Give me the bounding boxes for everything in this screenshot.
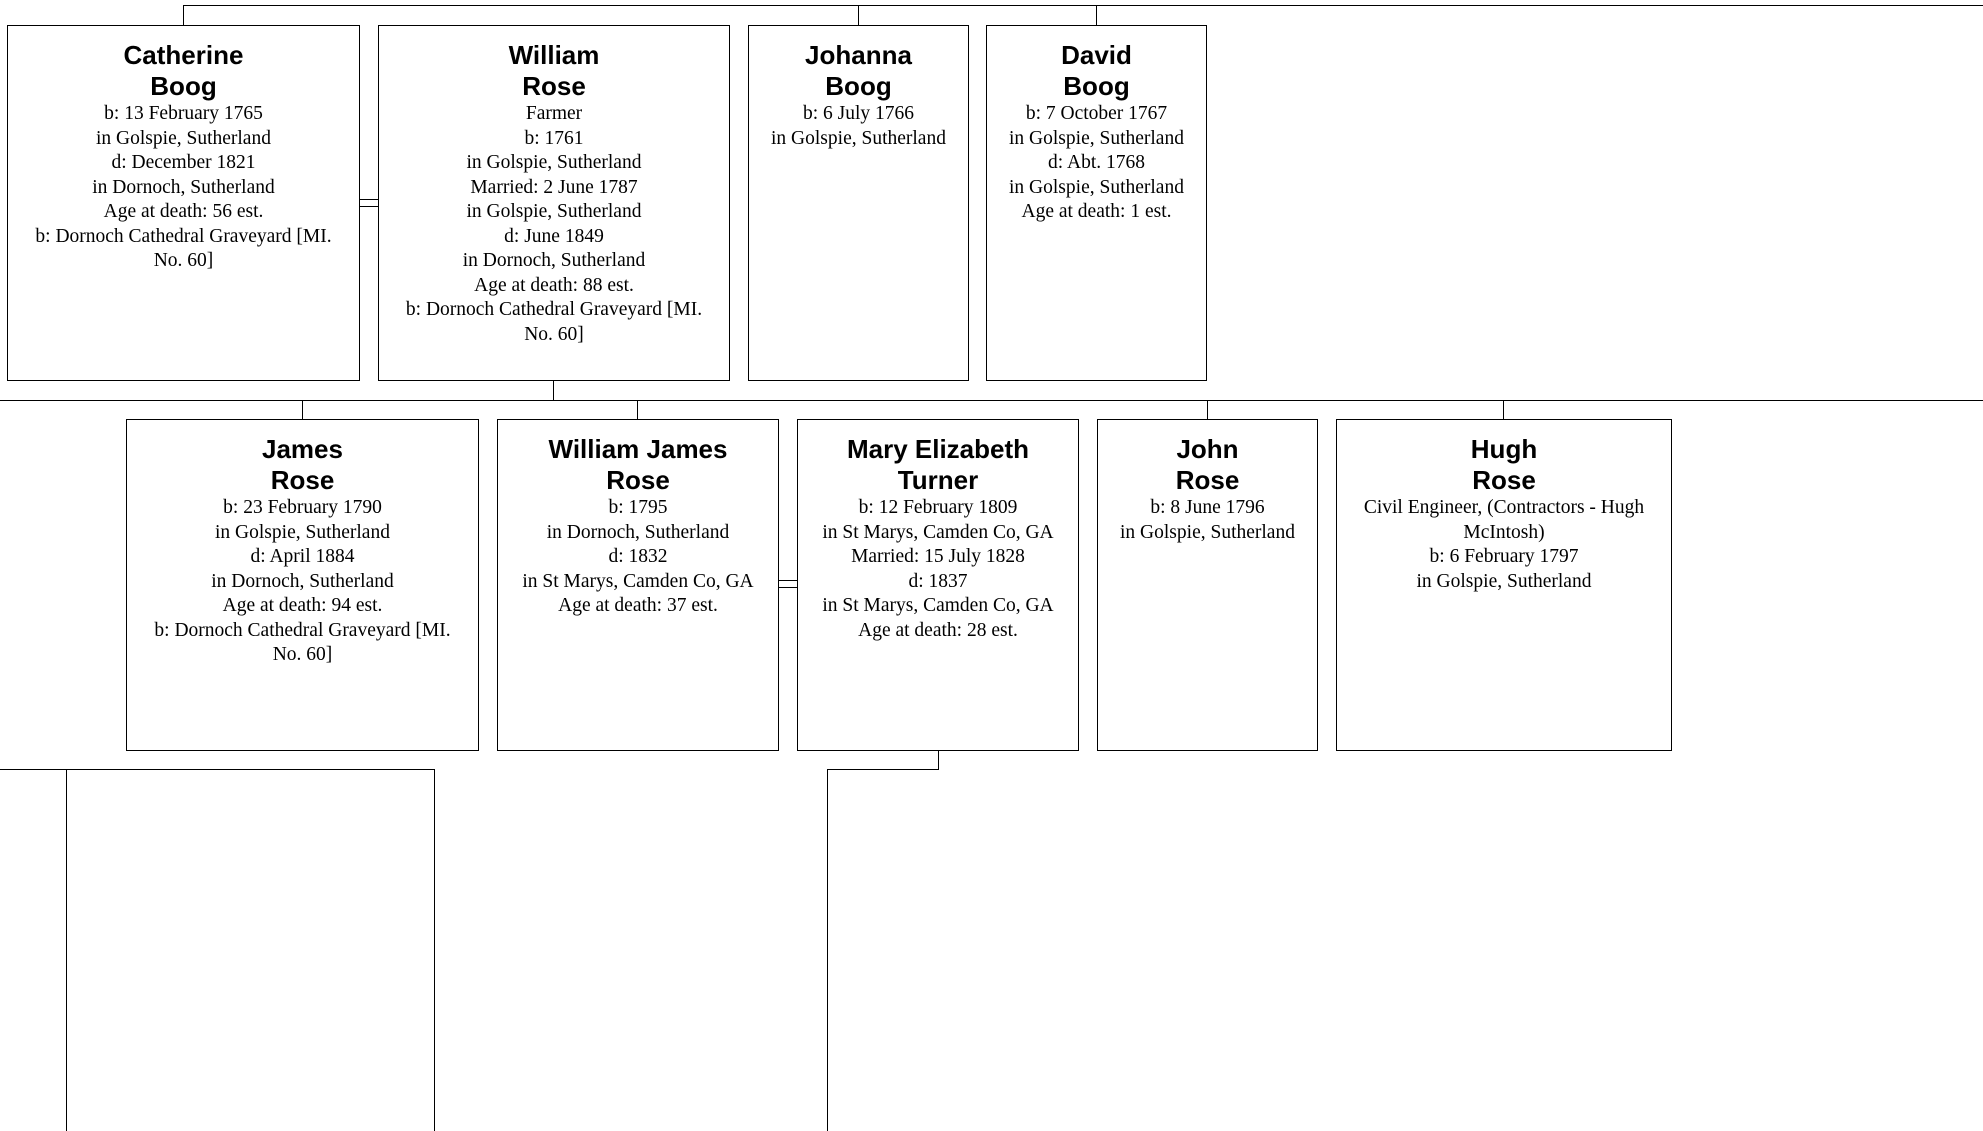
person-first-name: William bbox=[508, 40, 600, 70]
person-card-partial[interactable] bbox=[66, 769, 435, 1131]
person-detail: McIntosh) bbox=[1463, 521, 1545, 543]
person-detail: in Golspie, Sutherland bbox=[96, 127, 271, 149]
person-detail: Married: 15 July 1828 bbox=[851, 546, 1025, 567]
person-detail: in Golspie, Sutherland bbox=[466, 201, 642, 222]
person-detail: b: 7 October 1767 bbox=[1025, 103, 1168, 124]
person-last-name: Rose bbox=[1175, 465, 1240, 495]
person-detail: in Dornoch, Sutherland bbox=[211, 570, 394, 592]
child-connector-james bbox=[0, 769, 66, 770]
person-detail: b: 13 February 1765 bbox=[104, 103, 263, 124]
person-first-name: Johanna bbox=[805, 40, 912, 70]
sibling-connector-top bbox=[183, 5, 1983, 6]
person-detail: b: 6 February 1797 bbox=[1429, 546, 1579, 567]
person-detail: in Dornoch, Sutherland bbox=[462, 250, 646, 271]
person-detail: b: Dornoch Cathedral Graveyard [MI. bbox=[154, 619, 451, 641]
person-detail: in St Marys, Camden Co, GA bbox=[822, 595, 1054, 616]
person-detail: b: 1795 bbox=[608, 497, 668, 518]
person-detail: Age at death: 1 est. bbox=[1021, 201, 1172, 222]
descent-line-mary bbox=[938, 750, 939, 770]
person-card-john-rose[interactable] bbox=[1097, 419, 1318, 751]
person-detail: d: December 1821 bbox=[111, 152, 256, 173]
person-detail: Age at death: 28 est. bbox=[858, 619, 1018, 641]
drop-line-hugh bbox=[1503, 400, 1504, 419]
person-detail: in Golspie, Sutherland bbox=[466, 152, 642, 173]
person-detail: Civil Engineer, (Contractors - Hugh bbox=[1363, 497, 1645, 518]
person-first-name: James bbox=[262, 434, 343, 464]
person-detail: No. 60] bbox=[153, 250, 214, 271]
person-detail: b: 23 February 1790 bbox=[223, 497, 382, 518]
person-first-name: Hugh bbox=[1470, 434, 1538, 464]
drop-line-catherine bbox=[183, 5, 184, 25]
person-detail: b: 12 February 1809 bbox=[858, 497, 1018, 518]
person-last-name: Boog bbox=[150, 71, 217, 101]
person-card-william-rose[interactable] bbox=[378, 25, 730, 381]
person-card-johanna-boog[interactable] bbox=[748, 25, 969, 381]
person-detail: d: April 1884 bbox=[250, 546, 355, 567]
person-detail: in Dornoch, Sutherland bbox=[546, 521, 730, 543]
person-detail: in Golspie, Sutherland bbox=[1120, 521, 1295, 543]
person-first-name: Mary Elizabeth bbox=[846, 434, 1030, 464]
person-card-hugh-rose[interactable] bbox=[1336, 419, 1672, 751]
person-detail: No. 60] bbox=[272, 644, 333, 665]
person-detail: Married: 2 June 1787 bbox=[470, 176, 638, 198]
person-detail: b: 6 July 1766 bbox=[802, 103, 915, 124]
person-first-name: David bbox=[1061, 40, 1132, 70]
person-first-name: William James bbox=[548, 434, 728, 464]
person-last-name: Rose bbox=[522, 71, 586, 101]
person-detail: in Golspie, Sutherland bbox=[1416, 570, 1592, 592]
person-last-name: Boog bbox=[1063, 71, 1130, 101]
drop-line-james bbox=[302, 400, 303, 419]
person-detail: in Dornoch, Sutherland bbox=[92, 176, 275, 198]
person-last-name: Rose bbox=[1472, 465, 1536, 495]
person-detail: in St Marys, Camden Co, GA bbox=[522, 570, 754, 592]
person-detail: in St Marys, Camden Co, GA bbox=[822, 521, 1054, 543]
drop-line-david bbox=[1096, 5, 1097, 25]
person-last-name: Boog bbox=[825, 71, 892, 101]
drop-line-johanna bbox=[858, 5, 859, 25]
person-detail: in Golspie, Sutherland bbox=[1009, 127, 1184, 149]
person-first-name: Catherine bbox=[123, 40, 244, 70]
person-detail: d: 1832 bbox=[608, 546, 668, 567]
person-last-name: Rose bbox=[606, 465, 670, 495]
person-card-catherine-boog[interactable] bbox=[7, 25, 360, 381]
person-detail: b: 8 June 1796 bbox=[1150, 497, 1265, 518]
person-last-name: Rose bbox=[270, 465, 335, 495]
sibling-connector-children bbox=[0, 400, 1983, 401]
person-detail: Age at death: 56 est. bbox=[103, 201, 264, 222]
descent-line-william bbox=[553, 380, 554, 400]
marriage-connector-william-catherine bbox=[359, 199, 378, 207]
person-card-william-james-rose[interactable] bbox=[497, 419, 779, 751]
person-first-name: John bbox=[1176, 434, 1239, 464]
person-detail: in Golspie, Sutherland bbox=[771, 127, 946, 149]
person-card-james-rose[interactable] bbox=[126, 419, 479, 751]
person-detail: in Golspie, Sutherland bbox=[1009, 176, 1184, 198]
child-connector-mary bbox=[827, 769, 939, 770]
person-detail: b: Dornoch Cathedral Graveyard [MI. bbox=[35, 225, 332, 247]
person-detail: b: 1761 bbox=[524, 127, 584, 149]
person-detail: Age at death: 37 est. bbox=[558, 595, 718, 616]
person-detail: No. 60] bbox=[524, 323, 584, 345]
child-drop-line-mary bbox=[827, 769, 828, 1131]
person-detail: b: Dornoch Cathedral Graveyard [MI. bbox=[405, 299, 703, 320]
person-detail: d: 1837 bbox=[908, 570, 968, 592]
drop-line-john bbox=[1207, 400, 1208, 419]
person-detail: Age at death: 94 est. bbox=[222, 595, 383, 616]
person-card-david-boog[interactable] bbox=[986, 25, 1207, 381]
marriage-connector-william-james-mary bbox=[778, 580, 797, 588]
person-detail: d: June 1849 bbox=[504, 225, 604, 247]
person-detail: Age at death: 88 est. bbox=[474, 274, 634, 296]
drop-line-william-james bbox=[637, 400, 638, 419]
person-detail: Farmer bbox=[525, 103, 583, 124]
person-detail: d: Abt. 1768 bbox=[1048, 152, 1145, 173]
person-detail: in Golspie, Sutherland bbox=[215, 521, 390, 543]
person-last-name: Turner bbox=[897, 465, 979, 495]
person-card-mary-elizabeth-turner[interactable] bbox=[797, 419, 1079, 751]
